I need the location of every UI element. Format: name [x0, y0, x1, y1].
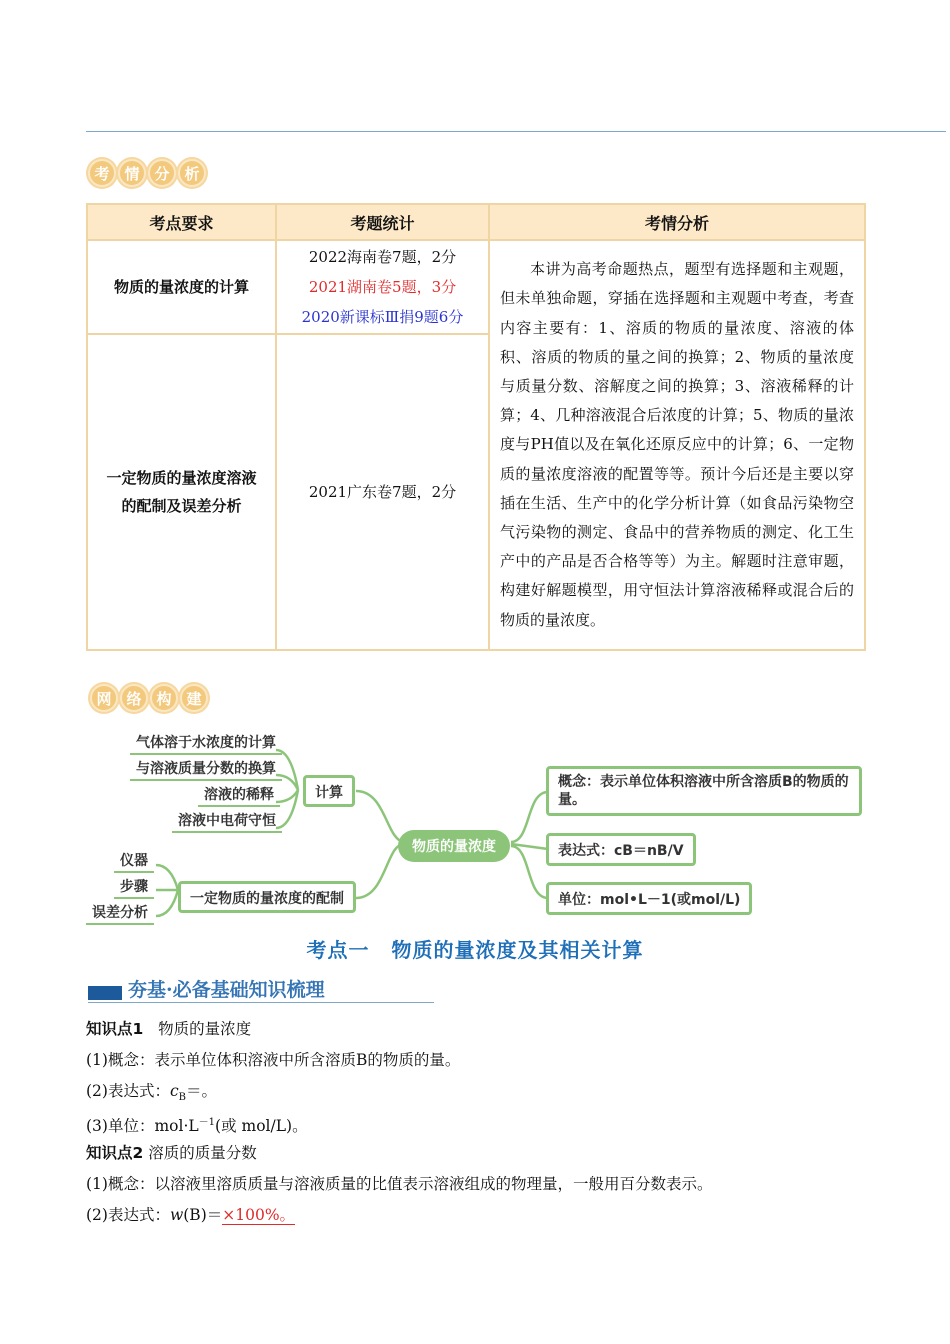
line-prefix: (3)单位：mol·L — [86, 1117, 199, 1136]
stat-line: 2021广东卷7题，2分 — [308, 483, 457, 501]
knowledge-name: 溶质的质量分数 — [148, 1144, 257, 1162]
topic-cell — [87, 334, 276, 650]
badge-char: 构 — [150, 684, 178, 712]
subheading-bar — [88, 974, 434, 1003]
exam-analysis-table — [86, 203, 866, 651]
concept-line: 量。 — [558, 792, 586, 808]
table-header-row — [87, 204, 865, 240]
calc-item: 气体溶于水浓度的计算 — [130, 732, 282, 755]
heading-part1: 考点一 — [306, 938, 370, 962]
prep-node: 一定物质的量浓度的配制 — [178, 881, 356, 913]
formula-variable: c — [169, 1082, 179, 1100]
formula-answer: ×100%。 — [222, 1206, 296, 1224]
section-badge-analysis — [88, 159, 206, 187]
line-suffix: (或 mol/L)。 — [215, 1117, 308, 1136]
line-prefix: (2)表达式： — [86, 1206, 170, 1224]
concept-line: 概念：表示单位体积溶液中所含溶质B的物质的 — [558, 774, 849, 790]
badge-char: 建 — [180, 684, 208, 712]
badge-char: 分 — [148, 159, 176, 187]
calc-item: 与溶液质量分数的换算 — [130, 758, 282, 781]
calc-item: 溶液中电荷守恒 — [172, 810, 282, 833]
stat-line: 2021湖南卷5题，3分 — [308, 278, 457, 296]
knowledge-title — [86, 1014, 866, 1045]
section-heading — [0, 934, 950, 963]
subheading-block — [88, 986, 122, 1000]
badge-char: 网 — [90, 684, 118, 712]
unit-superscript: －1 — [198, 1117, 216, 1128]
section-badge-network — [90, 684, 208, 712]
badge-char: 情 — [118, 159, 146, 187]
knowledge-line: (1)概念：表示单位体积溶液中所含溶质B的物质的量。 — [86, 1051, 461, 1069]
line-suffix: ＝。 — [186, 1082, 218, 1100]
formula-variable: w — [169, 1206, 184, 1224]
header-rule — [86, 131, 946, 132]
knowledge-body — [86, 1014, 866, 1231]
topic-line: 的配制及误差分析 — [121, 497, 242, 515]
analysis-cell — [489, 240, 865, 650]
line-prefix: (2)表达式： — [86, 1082, 170, 1100]
badge-char: 考 — [88, 159, 116, 187]
header-topic: 考点要求 — [87, 204, 276, 240]
table-row — [87, 240, 865, 334]
prep-item: 步骤 — [114, 876, 154, 899]
formula-middle: (B)＝ — [183, 1206, 223, 1224]
concept-node — [546, 766, 862, 816]
knowledge-line — [86, 1107, 866, 1138]
topic-cell: 物质的量浓度的计算 — [87, 240, 276, 334]
mindmap — [86, 730, 866, 925]
stats-cell — [276, 240, 489, 334]
heading-part2: 物质的量浓度及其相关计算 — [391, 938, 644, 962]
topic-line: 一定物质的量浓度溶液 — [106, 469, 257, 487]
knowledge-name: 物质的量浓度 — [158, 1020, 252, 1038]
analysis-text: 本讲为高考命题热点，题型有选择题和主观题，但未单独命题，穿插在选择题和主观题中考查，考查内容主要有：1、溶质的物质的量浓度、溶液的体积、溶质的物质的量之间的换算；2、物质的量浓度与质量分数、溶解度之间的换算；3、溶液稀释的计算；4、几种溶液混合后浓度的计算；5、物质的量浓度与PH值以及在氧化还原反应中的计算；6、一定物质的量浓度溶液的配置等等。预计今后还是主要以穿插在生活、生产中的化学分析计算（如食品污染物空气污染物的测定、食品中的营养物质的测定、化工生产中的产品是否合格等等）为主。解题时注意审题，构建好解题模型，用守恒法计算溶液稀释或混合后的物质的量浓度。 — [500, 260, 854, 629]
knowledge-line — [86, 1200, 866, 1231]
formula-subscript: B — [178, 1092, 187, 1104]
header-analysis: 考情分析 — [489, 204, 865, 240]
prep-item: 仪器 — [114, 850, 154, 873]
calc-item: 溶液的稀释 — [198, 784, 280, 807]
knowledge-line: (1)概念：以溶液里溶质质量与溶液质量的比值表示溶液组成的物理量，一般用百分数表示。 — [86, 1175, 713, 1193]
prep-item: 误差分析 — [86, 902, 154, 925]
stat-line: 2020新课标Ⅲ捐9题6分 — [301, 308, 464, 326]
knowledge-label: 知识点1 — [86, 1020, 144, 1038]
stat-line: 2022海南卷7题，2分 — [308, 248, 457, 266]
unit-node: 单位：mol•L－1(或mol/L) — [546, 882, 752, 915]
knowledge-label: 知识点2 — [86, 1144, 144, 1162]
knowledge-line — [86, 1076, 866, 1107]
stats-cell — [276, 334, 489, 650]
expression-node: 表达式：cB＝nB/V — [546, 833, 696, 866]
badge-char: 析 — [178, 159, 206, 187]
knowledge-title — [86, 1138, 866, 1169]
subheading-text: 夯基·必备基础知识梳理 — [128, 979, 325, 1001]
badge-char: 络 — [120, 684, 148, 712]
center-node: 物质的量浓度 — [398, 830, 510, 862]
header-stats: 考题统计 — [276, 204, 489, 240]
calc-node: 计算 — [303, 775, 355, 807]
